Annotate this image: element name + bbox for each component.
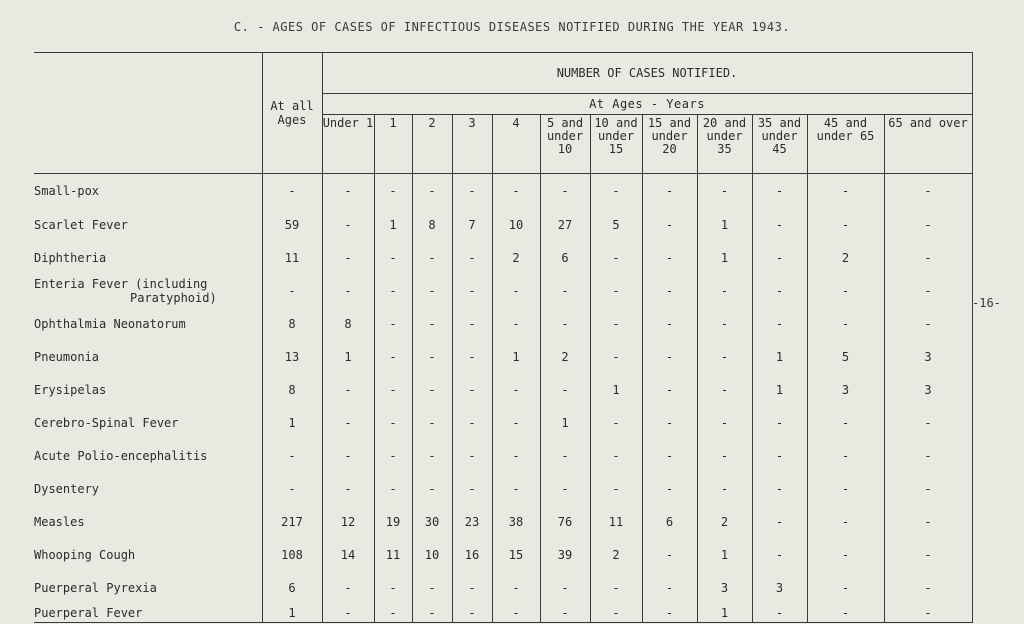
age-count-cell: -: [452, 439, 492, 472]
age-count-cell: -: [452, 274, 492, 307]
age-col-header: 20 and under 35: [697, 115, 752, 174]
age-count-cell: -: [322, 373, 374, 406]
age-count-cell: 6: [642, 505, 697, 538]
age-count-cell: -: [322, 274, 374, 307]
age-count-cell: 5: [590, 208, 642, 241]
age-count-cell: -: [374, 241, 412, 274]
age-count-cell: -: [412, 340, 452, 373]
age-count-cell: -: [540, 307, 590, 340]
age-count-cell: -: [642, 439, 697, 472]
age-count-cell: -: [452, 472, 492, 505]
age-count-cell: -: [322, 604, 374, 623]
age-count-cell: -: [590, 571, 642, 604]
all-ages-header: At all Ages: [262, 53, 322, 174]
age-count-cell: -: [752, 505, 807, 538]
table-row: [34, 174, 972, 209]
age-count-cell: -: [807, 174, 884, 209]
all-ages-cell: -: [262, 274, 322, 307]
age-count-cell: -: [492, 274, 540, 307]
age-count-cell: -: [642, 406, 697, 439]
age-count-cell: -: [807, 505, 884, 538]
age-count-cell: -: [752, 208, 807, 241]
age-count-cell: -: [540, 571, 590, 604]
age-count-cell: 30: [412, 505, 452, 538]
age-count-cell: -: [642, 307, 697, 340]
age-count-cell: -: [492, 307, 540, 340]
disease-name: Whooping Cough: [34, 547, 136, 562]
age-count-cell: 3: [884, 373, 972, 406]
age-count-cell: -: [642, 274, 697, 307]
all-ages-cell: -: [262, 472, 322, 505]
age-col-header: 15 and under 20: [642, 115, 697, 174]
age-count-cell: 1: [697, 208, 752, 241]
age-count-cell: -: [492, 472, 540, 505]
age-count-cell: 10: [412, 538, 452, 571]
age-count-cell: -: [752, 538, 807, 571]
disease-label: [34, 604, 262, 623]
age-count-cell: -: [452, 604, 492, 623]
age-count-cell: -: [452, 174, 492, 209]
age-col-header: 65 and over: [884, 115, 972, 174]
age-count-cell: 2: [590, 538, 642, 571]
age-count-cell: -: [492, 406, 540, 439]
age-count-cell: -: [884, 604, 972, 623]
age-count-cell: -: [374, 472, 412, 505]
disease-name: Puerperal Pyrexia: [34, 580, 157, 595]
age-count-cell: -: [642, 340, 697, 373]
age-count-cell: -: [452, 571, 492, 604]
age-count-cell: 3: [807, 373, 884, 406]
disease-name: Enteria Fever (including: [34, 276, 208, 291]
table-row: [34, 439, 972, 472]
age-count-cell: -: [492, 373, 540, 406]
age-count-cell: -: [697, 373, 752, 406]
age-col-header: 1: [374, 115, 412, 174]
age-count-cell: -: [540, 439, 590, 472]
age-count-cell: 39: [540, 538, 590, 571]
age-col-header: 3: [452, 115, 492, 174]
age-count-cell: -: [322, 208, 374, 241]
age-count-cell: -: [540, 472, 590, 505]
age-count-cell: -: [590, 604, 642, 623]
table-row: [34, 340, 972, 373]
age-count-cell: -: [322, 472, 374, 505]
age-count-cell: -: [412, 307, 452, 340]
age-count-cell: -: [642, 373, 697, 406]
table-row: [34, 604, 972, 623]
age-count-cell: -: [884, 274, 972, 307]
age-count-cell: -: [884, 505, 972, 538]
age-count-cell: -: [697, 340, 752, 373]
age-count-cell: -: [884, 208, 972, 241]
disease-name: Acute Polio-encephalitis: [34, 448, 208, 463]
age-count-cell: -: [540, 604, 590, 623]
disease-name: Ophthalmia Neonatorum: [34, 316, 186, 331]
age-count-cell: -: [807, 406, 884, 439]
age-count-cell: -: [322, 406, 374, 439]
age-count-cell: -: [884, 571, 972, 604]
age-col-header: 4: [492, 115, 540, 174]
age-count-cell: -: [590, 472, 642, 505]
table-row: [34, 307, 972, 340]
all-ages-cell: 217: [262, 505, 322, 538]
page-number: -16-: [972, 296, 1001, 310]
age-count-cell: 1: [322, 340, 374, 373]
disease-label: [34, 571, 262, 604]
age-count-cell: 16: [452, 538, 492, 571]
age-count-cell: -: [590, 241, 642, 274]
age-count-cell: -: [642, 208, 697, 241]
age-count-cell: -: [752, 406, 807, 439]
age-col-header: 2: [412, 115, 452, 174]
age-count-cell: -: [452, 406, 492, 439]
age-count-cell: -: [807, 571, 884, 604]
age-count-cell: -: [642, 604, 697, 623]
age-count-cell: -: [884, 241, 972, 274]
age-count-cell: -: [412, 274, 452, 307]
disease-name-continued: Paratyphoid): [130, 290, 217, 305]
age-count-cell: -: [590, 307, 642, 340]
age-count-cell: -: [590, 439, 642, 472]
age-count-cell: 11: [590, 505, 642, 538]
age-count-cell: -: [697, 472, 752, 505]
notifications-table: [34, 52, 973, 623]
disease-label: [34, 340, 262, 373]
age-count-cell: -: [374, 571, 412, 604]
table-row: [34, 373, 972, 406]
age-count-cell: -: [412, 373, 452, 406]
age-count-cell: 2: [807, 241, 884, 274]
age-col-header: 35 and under 45: [752, 115, 807, 174]
age-count-cell: -: [807, 439, 884, 472]
age-count-cell: 38: [492, 505, 540, 538]
all-ages-cell: 8: [262, 307, 322, 340]
age-count-cell: -: [642, 174, 697, 209]
age-count-cell: 8: [322, 307, 374, 340]
age-count-cell: 2: [492, 241, 540, 274]
age-count-cell: -: [412, 571, 452, 604]
age-count-cell: 1: [492, 340, 540, 373]
age-count-cell: -: [752, 439, 807, 472]
disease-name: Cerebro-Spinal Fever: [34, 415, 179, 430]
age-count-cell: 14: [322, 538, 374, 571]
age-count-cell: 1: [540, 406, 590, 439]
age-count-cell: -: [752, 174, 807, 209]
age-count-cell: 12: [322, 505, 374, 538]
age-count-cell: -: [412, 241, 452, 274]
age-count-cell: -: [452, 340, 492, 373]
table-body: [34, 174, 972, 623]
age-count-cell: 3: [884, 340, 972, 373]
disease-label: [34, 307, 262, 340]
age-count-cell: -: [322, 174, 374, 209]
age-count-cell: -: [884, 472, 972, 505]
disease-name: Scarlet Fever: [34, 217, 128, 232]
age-count-cell: 2: [697, 505, 752, 538]
age-col-header: 5 and under 10: [540, 115, 590, 174]
age-count-cell: -: [590, 340, 642, 373]
table-title: C. - AGES OF CASES OF INFECTIOUS DISEASES NOTIFIED DURING THE YEAR 1943.: [233, 20, 791, 34]
age-count-cell: -: [642, 472, 697, 505]
age-count-cell: -: [752, 241, 807, 274]
age-count-cell: 76: [540, 505, 590, 538]
age-count-cell: 1: [697, 604, 752, 623]
age-count-cell: -: [884, 538, 972, 571]
age-count-cell: -: [322, 439, 374, 472]
disease-name: Dysentery: [34, 481, 100, 496]
disease-name: Erysipelas: [34, 382, 107, 397]
age-count-cell: -: [412, 604, 452, 623]
age-count-cell: -: [884, 439, 972, 472]
age-count-cell: -: [807, 538, 884, 571]
disease-label: [34, 538, 262, 571]
age-count-cell: 1: [697, 538, 752, 571]
age-count-cell: -: [697, 439, 752, 472]
age-count-cell: -: [807, 472, 884, 505]
age-count-cell: 3: [697, 571, 752, 604]
table-row: [34, 571, 972, 604]
age-count-cell: 7: [452, 208, 492, 241]
age-count-cell: 2: [540, 340, 590, 373]
disease-label: [34, 208, 262, 241]
table-row: [34, 505, 972, 538]
all-ages-cell: 11: [262, 241, 322, 274]
all-ages-cell: 13: [262, 340, 322, 373]
age-count-cell: -: [752, 274, 807, 307]
age-count-cell: -: [752, 307, 807, 340]
age-count-cell: 19: [374, 505, 412, 538]
disease-label: [34, 406, 262, 439]
age-count-cell: -: [492, 604, 540, 623]
age-col-header: 10 and under 15: [590, 115, 642, 174]
age-count-cell: -: [412, 406, 452, 439]
age-count-cell: -: [374, 307, 412, 340]
age-count-cell: -: [540, 274, 590, 307]
all-ages-cell: 6: [262, 571, 322, 604]
table-row: [34, 241, 972, 274]
age-count-cell: -: [452, 373, 492, 406]
age-col-header: 45 and under 65: [807, 115, 884, 174]
number-notified-header: NUMBER OF CASES NOTIFIED.: [322, 53, 972, 94]
age-count-cell: -: [374, 604, 412, 623]
disease-label: [34, 472, 262, 505]
age-count-cell: 23: [452, 505, 492, 538]
age-count-cell: 8: [412, 208, 452, 241]
disease-name: Diphtheria: [34, 250, 107, 265]
age-count-cell: -: [884, 307, 972, 340]
age-col-header: Under 1: [322, 115, 374, 174]
age-count-cell: -: [752, 604, 807, 623]
age-count-cell: -: [492, 174, 540, 209]
age-count-cell: -: [590, 274, 642, 307]
table-row: [34, 538, 972, 571]
age-count-cell: 6: [540, 241, 590, 274]
age-count-cell: -: [492, 439, 540, 472]
age-count-cell: -: [322, 241, 374, 274]
age-count-cell: 1: [752, 340, 807, 373]
age-count-cell: -: [807, 208, 884, 241]
age-count-cell: -: [374, 373, 412, 406]
age-count-cell: -: [374, 340, 412, 373]
age-count-cell: -: [697, 174, 752, 209]
age-count-cell: 15: [492, 538, 540, 571]
age-count-cell: -: [807, 274, 884, 307]
table-row: [34, 208, 972, 241]
age-count-cell: 11: [374, 538, 412, 571]
age-count-cell: -: [642, 571, 697, 604]
stub-header: [34, 53, 262, 174]
disease-name: Puerperal Fever: [34, 606, 143, 620]
age-count-cell: 1: [374, 208, 412, 241]
age-count-cell: 10: [492, 208, 540, 241]
disease-label: [34, 373, 262, 406]
all-ages-cell: 59: [262, 208, 322, 241]
age-count-cell: -: [642, 538, 697, 571]
age-count-cell: -: [412, 174, 452, 209]
disease-name: Measles: [34, 514, 85, 529]
age-count-cell: 1: [697, 241, 752, 274]
age-count-cell: -: [374, 439, 412, 472]
age-count-cell: -: [374, 174, 412, 209]
age-count-cell: -: [374, 274, 412, 307]
age-count-cell: -: [540, 174, 590, 209]
age-count-cell: 1: [590, 373, 642, 406]
table-row: [34, 274, 972, 307]
age-count-cell: -: [807, 604, 884, 623]
age-count-cell: -: [540, 373, 590, 406]
all-ages-cell: -: [262, 174, 322, 209]
age-count-cell: -: [590, 174, 642, 209]
age-count-cell: -: [884, 174, 972, 209]
age-count-cell: 5: [807, 340, 884, 373]
age-count-cell: -: [807, 307, 884, 340]
age-count-cell: -: [642, 241, 697, 274]
age-count-cell: -: [412, 472, 452, 505]
all-ages-cell: 1: [262, 604, 322, 623]
age-count-cell: -: [697, 274, 752, 307]
disease-name: Small-pox: [34, 184, 100, 198]
age-count-cell: -: [322, 571, 374, 604]
all-ages-cell: 8: [262, 373, 322, 406]
all-ages-cell: -: [262, 439, 322, 472]
table-row: [34, 406, 972, 439]
disease-label: [34, 174, 262, 209]
age-count-cell: 3: [752, 571, 807, 604]
age-count-cell: 27: [540, 208, 590, 241]
age-count-cell: -: [697, 406, 752, 439]
age-count-cell: -: [884, 406, 972, 439]
age-count-cell: -: [492, 571, 540, 604]
age-count-cell: -: [752, 472, 807, 505]
age-count-cell: -: [412, 439, 452, 472]
age-count-cell: -: [452, 241, 492, 274]
disease-label: [34, 241, 262, 274]
all-ages-cell: 1: [262, 406, 322, 439]
age-count-cell: -: [452, 307, 492, 340]
age-count-cell: -: [590, 406, 642, 439]
age-count-cell: 1: [752, 373, 807, 406]
disease-name: Pneumonia: [34, 349, 100, 364]
age-count-cell: -: [374, 406, 412, 439]
table-row: [34, 472, 972, 505]
disease-label: [34, 274, 262, 307]
age-count-cell: -: [697, 307, 752, 340]
disease-label: [34, 439, 262, 472]
at-ages-years-header: At Ages - Years: [322, 94, 972, 115]
all-ages-cell: 108: [262, 538, 322, 571]
disease-label: [34, 505, 262, 538]
